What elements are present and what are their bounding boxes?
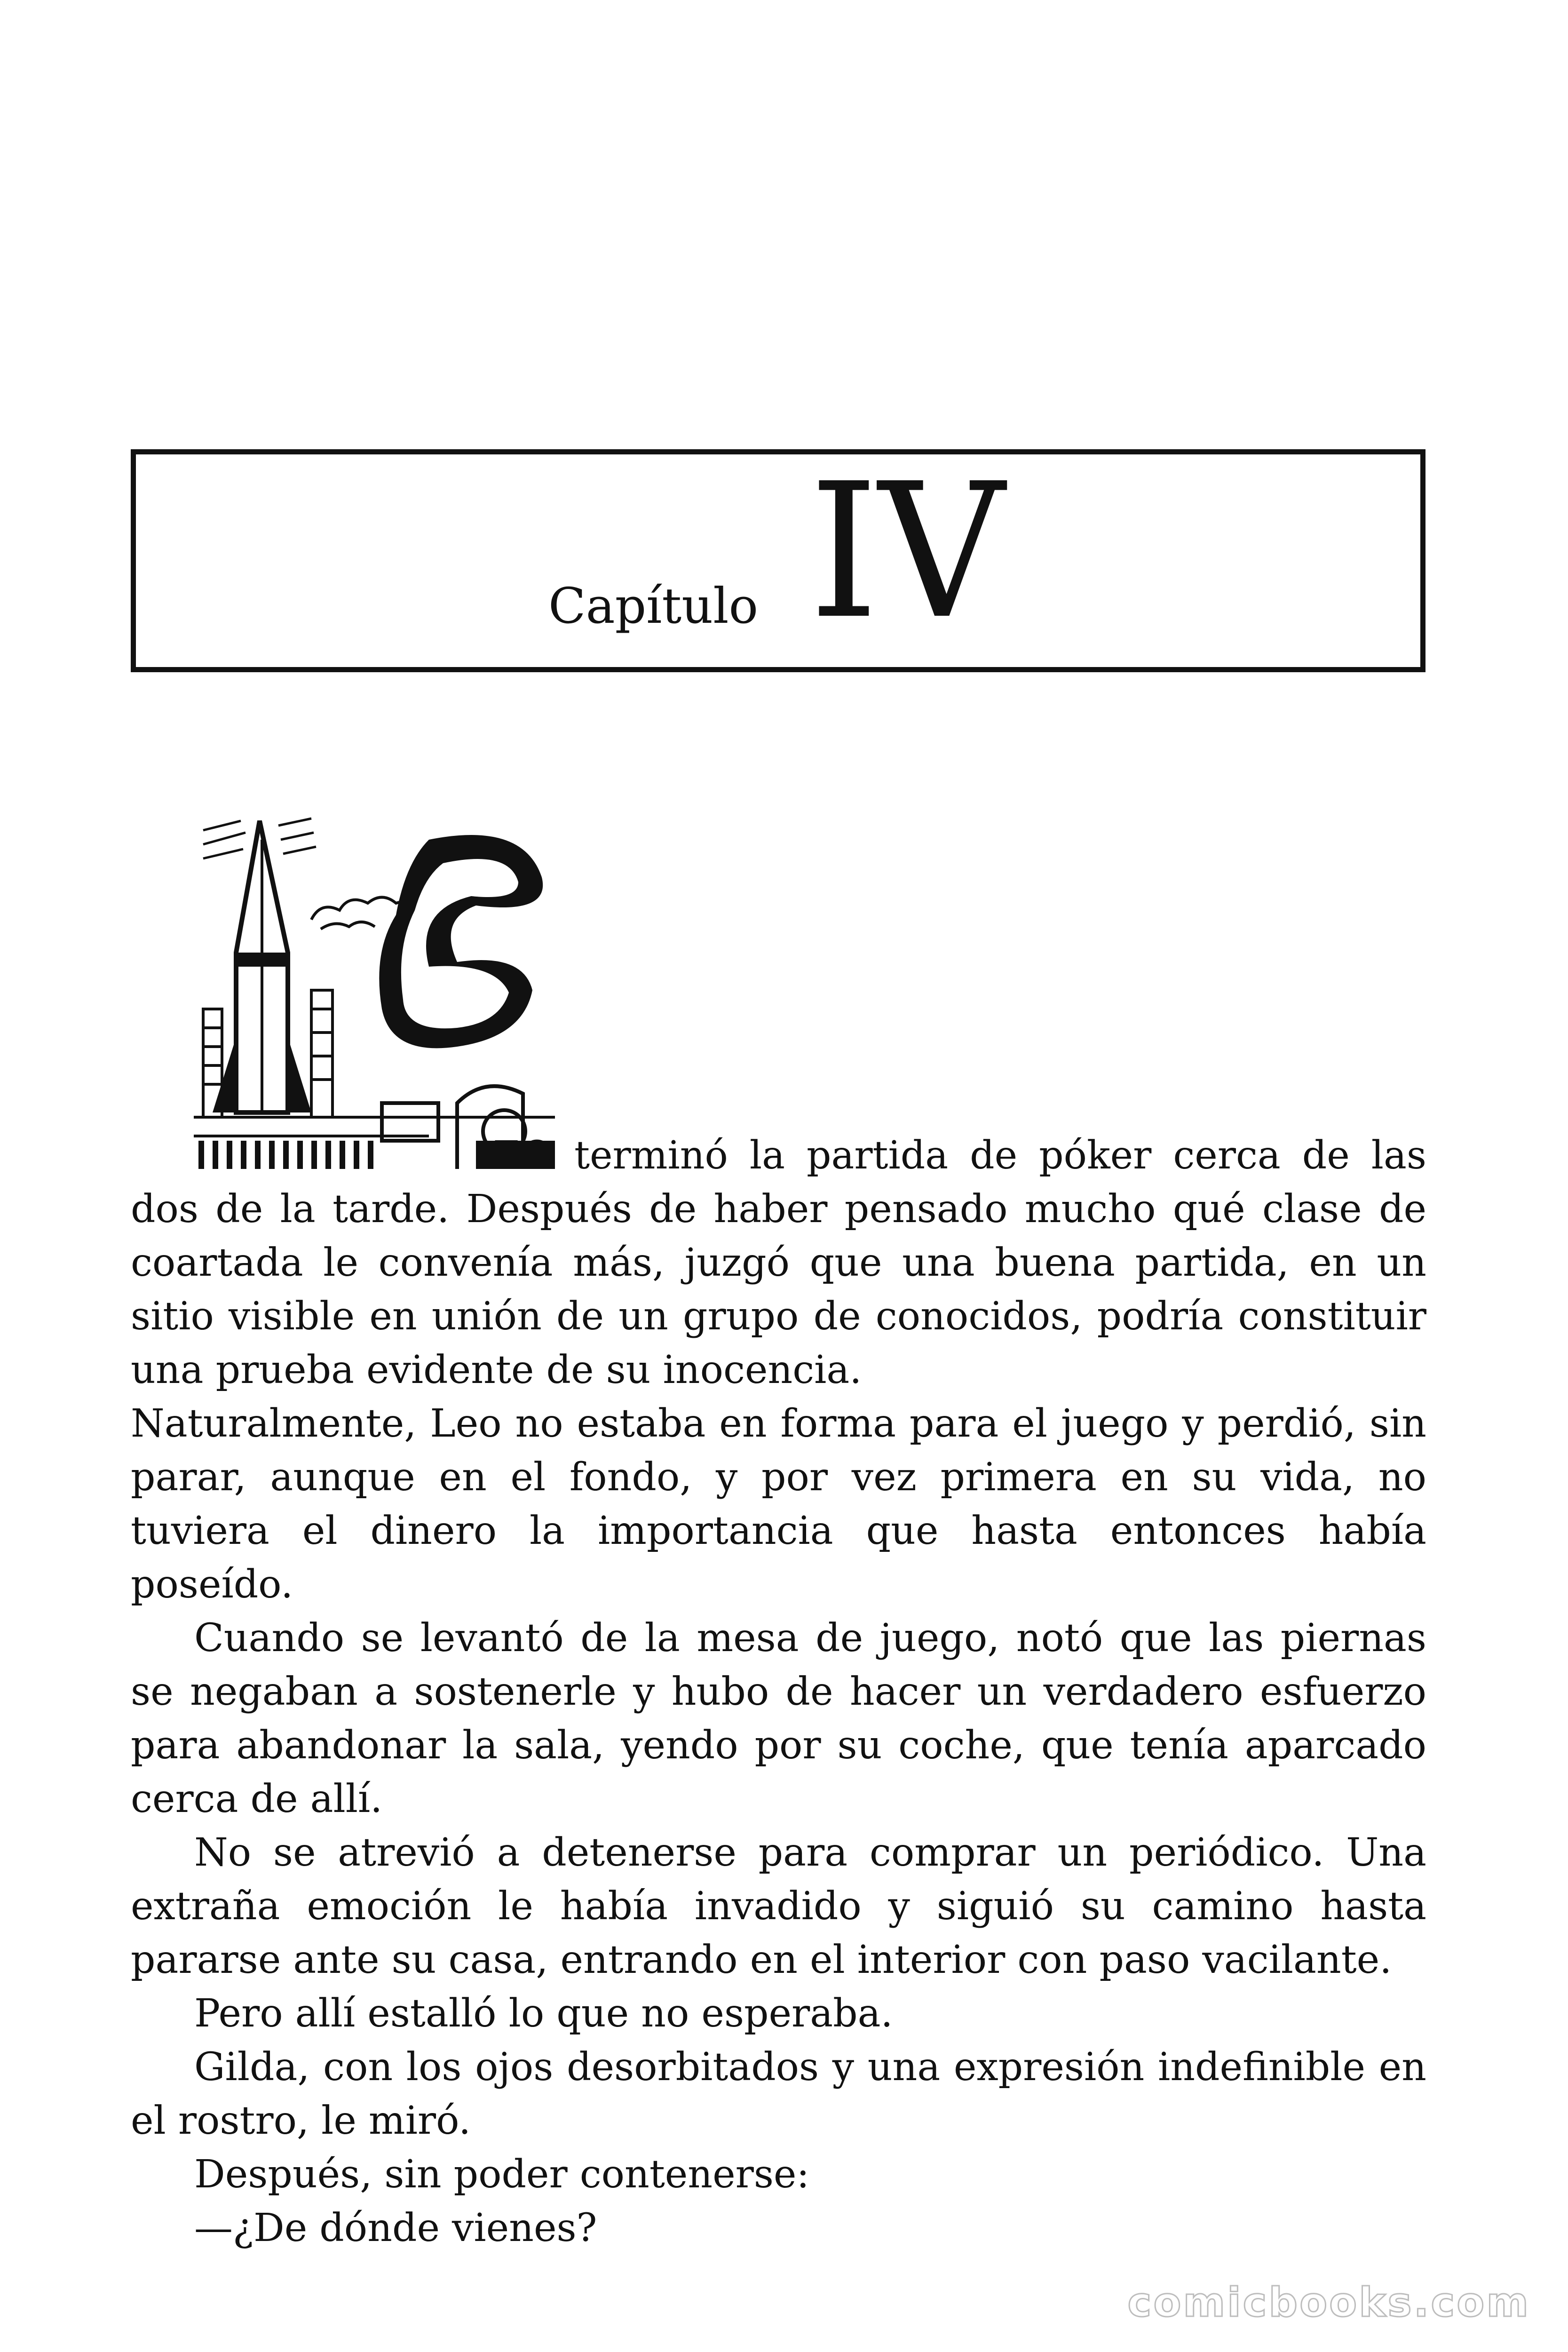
- paragraph-6: Gilda, con los ojos desorbitados y una expresión indefinible en el rostro, le miró.: [131, 2045, 1426, 2143]
- paragraph-4: No se atrevió a detenerse para comprar un periódico. Una extraña emoción le había invadido y siguió su camino hasta pararse ante su casa, entrando en el interior con paso vacilante.: [131, 1830, 1426, 1982]
- drop-cap-illustration: [194, 811, 555, 1173]
- paragraph-3: Cuando se levantó de la mesa de juego, notó que las piernas se negaban a sostenerle y hubo de hacer un verdadero esfuerzo para abandonar la sala, yendo por su coche, que tenía aparcado cerca de allí.: [131, 1616, 1426, 1821]
- paragraph-1-text: EO terminó la partida de póker cerca de las dos de la tarde. Después de haber pensado mucho qué clase de coartada le convenía más, juzgó que una buena partida, en un sitio visible en unión de un grupo de conocidos, podría constituir una prueba evidente de su inocencia.: [131, 1133, 1426, 1392]
- paragraph-5: Pero allí estalló lo que no esperaba.: [194, 1991, 893, 2036]
- paragraph-7: Después, sin poder contenerse:: [194, 2152, 810, 2197]
- chapter-heading-box: [131, 444, 1425, 672]
- paragraph-2: Naturalmente, Leo no estaba en forma para el juego y perdió, sin parar, aunque en el fondo, y por vez primera en su vida, no tuviera el dinero la importancia que hasta entonces había poseído.: [131, 1401, 1426, 1607]
- chapter-label: Capítulo: [548, 577, 759, 635]
- paragraph-8: —¿De dónde vienes?: [194, 2206, 597, 2250]
- watermark: comicbooks.com: [1127, 2279, 1530, 2326]
- paragraph-1: [131, 1129, 1426, 1397]
- chapter-number: IV: [809, 444, 1005, 660]
- chapter-body-text: [131, 1129, 1426, 2255]
